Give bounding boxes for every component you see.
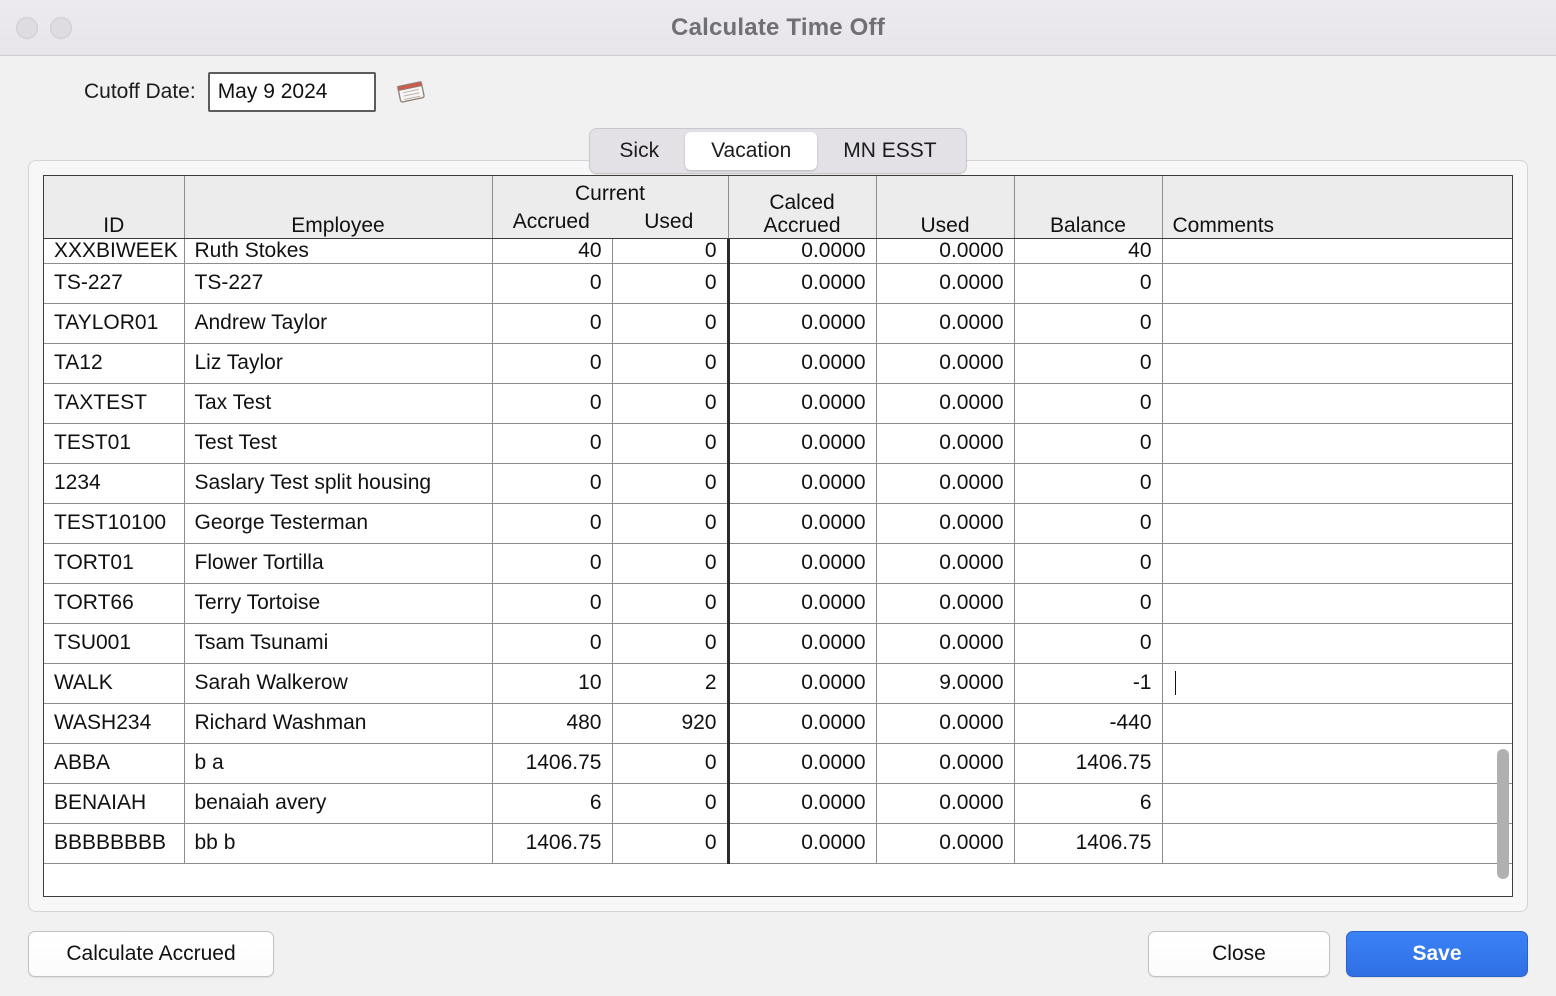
cell-current-used[interactable]: 0 [612, 383, 728, 423]
table-row[interactable] [44, 623, 1512, 663]
close-button[interactable]: Close [1148, 931, 1330, 977]
cell-employee[interactable]: Sarah Walkerow [184, 663, 492, 703]
time-off-panel [28, 160, 1528, 912]
cell-calced-accrued[interactable]: 0.0000 [728, 503, 876, 543]
cell-comments[interactable] [1162, 463, 1512, 503]
cell-used[interactable]: 0.0000 [876, 623, 1014, 663]
cell-used[interactable]: 9.0000 [876, 663, 1014, 703]
cell-used[interactable]: 0.0000 [876, 783, 1014, 823]
cell-current-used[interactable]: 0 [612, 743, 728, 783]
cell-current-used[interactable]: 0 [612, 583, 728, 623]
table-body-scroll-area[interactable] [44, 239, 1512, 897]
table-row[interactable] [44, 703, 1512, 743]
cell-current-accrued[interactable]: 0 [492, 463, 612, 503]
cell-balance[interactable]: 0 [1014, 583, 1162, 623]
cell-comments[interactable] [1162, 583, 1512, 623]
cell-used[interactable]: 0.0000 [876, 823, 1014, 863]
cell-employee[interactable]: Tax Test [184, 383, 492, 423]
cell-comments[interactable] [1162, 383, 1512, 423]
cell-current-accrued[interactable]: 40 [492, 239, 612, 264]
cell-employee[interactable]: Ruth Stokes [184, 239, 492, 264]
table-vertical-scrollbar[interactable] [1497, 240, 1509, 892]
cutoff-date-input[interactable]: May 9 2024 [208, 72, 376, 112]
cell-id[interactable]: ABBA [44, 743, 184, 783]
cell-employee[interactable]: Flower Tortilla [184, 543, 492, 583]
cell-used[interactable]: 0.0000 [876, 423, 1014, 463]
table-row[interactable] [44, 503, 1512, 543]
time-off-table [43, 175, 1513, 897]
cell-balance[interactable]: 0 [1014, 543, 1162, 583]
cell-used[interactable]: 0.0000 [876, 263, 1014, 303]
cell-balance[interactable]: 1406.75 [1014, 743, 1162, 783]
tab-vacation[interactable]: Vacation [685, 132, 817, 170]
cell-calced-accrued[interactable]: 0.0000 [728, 583, 876, 623]
cell-current-accrued[interactable]: 0 [492, 303, 612, 343]
cell-used[interactable]: 0.0000 [876, 463, 1014, 503]
table-header-row [44, 176, 1512, 238]
tab-sick[interactable]: Sick [619, 139, 660, 162]
cell-used[interactable]: 0.0000 [876, 239, 1014, 264]
column-header-current: Current [574, 182, 646, 205]
cell-calced-accrued[interactable]: 0.0000 [728, 623, 876, 663]
cell-balance[interactable]: 0 [1014, 503, 1162, 543]
cell-calced-accrued[interactable]: 0.0000 [728, 343, 876, 383]
cell-calced-accrued[interactable]: 0.0000 [728, 823, 876, 863]
tab-group [589, 128, 966, 174]
cell-balance[interactable]: 40 [1014, 239, 1162, 264]
scrollbar-thumb[interactable] [1497, 749, 1509, 879]
cell-used[interactable]: 0.0000 [876, 583, 1014, 623]
cell-current-accrued[interactable]: 0 [492, 263, 612, 303]
cell-used[interactable]: 0.0000 [876, 743, 1014, 783]
cell-employee[interactable]: Andrew Taylor [184, 303, 492, 343]
cell-balance[interactable]: 6 [1014, 783, 1162, 823]
table-row[interactable] [44, 543, 1512, 583]
cell-employee[interactable]: TS-227 [184, 263, 492, 303]
cell-current-accrued[interactable]: 0 [492, 423, 612, 463]
cell-id[interactable]: TEST01 [44, 423, 184, 463]
cell-current-accrued[interactable]: 0 [492, 583, 612, 623]
cell-current-used[interactable]: 0 [612, 543, 728, 583]
cell-employee[interactable]: Terry Tortoise [184, 583, 492, 623]
column-header-current-used[interactable]: Used [644, 209, 694, 233]
tab-mn-esst[interactable]: MN ESST [843, 139, 937, 162]
cell-id[interactable]: 1234 [44, 463, 184, 503]
cell-used[interactable]: 0.0000 [876, 703, 1014, 743]
column-header-comments[interactable]: Comments [1162, 176, 1512, 238]
cell-comments[interactable] [1162, 303, 1512, 343]
cell-id[interactable]: TORT66 [44, 583, 184, 623]
cell-balance[interactable]: -440 [1014, 703, 1162, 743]
footer-bar [0, 912, 1556, 996]
cell-current-accrued[interactable]: 0 [492, 623, 612, 663]
cell-current-accrued[interactable]: 0 [492, 343, 612, 383]
cell-balance[interactable]: 0 [1014, 623, 1162, 663]
cell-balance[interactable]: 0 [1014, 343, 1162, 383]
cell-employee[interactable]: Liz Taylor [184, 343, 492, 383]
cell-calced-accrued[interactable]: 0.0000 [728, 463, 876, 503]
cell-current-accrued[interactable]: 0 [492, 383, 612, 423]
table-row[interactable] [44, 343, 1512, 383]
cell-id[interactable]: XXXBIWEEK [44, 239, 184, 264]
cell-comments[interactable] [1162, 543, 1512, 583]
cell-id[interactable]: TS-227 [44, 263, 184, 303]
cell-comments[interactable] [1162, 263, 1512, 303]
cell-balance[interactable]: -1 [1014, 663, 1162, 703]
cell-current-accrued[interactable]: 1406.75 [492, 743, 612, 783]
cell-id[interactable]: TAYLOR01 [44, 303, 184, 343]
table-row[interactable] [44, 303, 1512, 343]
cell-comments[interactable] [1162, 663, 1512, 703]
cell-employee[interactable]: Tsam Tsunami [184, 623, 492, 663]
cell-balance[interactable]: 1406.75 [1014, 823, 1162, 863]
footer-actions [1148, 931, 1528, 977]
cell-current-used[interactable]: 0 [612, 503, 728, 543]
calculate-accrued-button[interactable]: Calculate Accrued [28, 931, 274, 977]
table-row[interactable] [44, 383, 1512, 423]
table-row[interactable] [44, 743, 1512, 783]
cell-employee[interactable]: Richard Washman [184, 703, 492, 743]
cell-id[interactable]: BBBBBBBB [44, 823, 184, 863]
column-header-current-accrued[interactable]: Accrued [512, 209, 590, 233]
table-row[interactable] [44, 463, 1512, 503]
cell-calced-accrued[interactable]: 0.0000 [728, 543, 876, 583]
cell-comments[interactable] [1162, 703, 1512, 743]
time-off-table-head [44, 176, 1512, 239]
cell-current-accrued[interactable]: 0 [492, 543, 612, 583]
text-cursor [1175, 671, 1176, 695]
cell-current-accrued[interactable]: 10 [492, 663, 612, 703]
cell-id[interactable]: WALK [44, 663, 184, 703]
cell-current-accrued[interactable]: 480 [492, 703, 612, 743]
cell-comments[interactable] [1162, 239, 1512, 264]
cell-id[interactable]: TEST10100 [44, 503, 184, 543]
table-row[interactable] [44, 583, 1512, 623]
calendar-icon[interactable] [396, 77, 426, 107]
cutoff-date-label: Cutoff Date: [84, 80, 196, 103]
column-header-used[interactable]: Used [876, 176, 1014, 238]
cell-used[interactable]: 0.0000 [876, 343, 1014, 383]
cell-current-used[interactable]: 0 [612, 239, 728, 264]
cell-calced-accrued[interactable]: 0.0000 [728, 783, 876, 823]
column-header-balance[interactable]: Balance [1014, 176, 1162, 238]
cell-balance[interactable]: 0 [1014, 423, 1162, 463]
cell-used[interactable]: 0.0000 [876, 383, 1014, 423]
cell-balance[interactable]: 0 [1014, 263, 1162, 303]
cell-calced-accrued[interactable]: 0.0000 [728, 663, 876, 703]
cell-current-used[interactable]: 0 [612, 423, 728, 463]
cell-used[interactable]: 0.0000 [876, 543, 1014, 583]
cell-employee[interactable]: George Testerman [184, 503, 492, 543]
cell-employee[interactable]: b a [184, 743, 492, 783]
time-off-table-body [44, 239, 1512, 864]
cell-current-used[interactable]: 0 [612, 463, 728, 503]
column-header-id[interactable]: ID [44, 176, 184, 238]
table-row[interactable] [44, 239, 1512, 264]
cell-calced-accrued[interactable]: 0.0000 [728, 703, 876, 743]
cell-calced-accrued[interactable]: 0.0000 [728, 423, 876, 463]
cell-current-used[interactable]: 0 [612, 783, 728, 823]
table-row[interactable] [44, 823, 1512, 863]
table-row[interactable] [44, 663, 1512, 703]
cell-comments[interactable] [1162, 343, 1512, 383]
cell-employee[interactable]: Saslary Test split housing [184, 463, 492, 503]
cell-id[interactable]: TORT01 [44, 543, 184, 583]
save-button[interactable]: Save [1346, 931, 1528, 977]
cell-comments[interactable] [1162, 783, 1512, 823]
cell-current-used[interactable]: 0 [612, 263, 728, 303]
cell-current-used[interactable]: 0 [612, 303, 728, 343]
cell-calced-accrued[interactable]: 0.0000 [728, 303, 876, 343]
cell-current-accrued[interactable]: 1406.75 [492, 823, 612, 863]
cell-id[interactable]: TA12 [44, 343, 184, 383]
cell-current-used[interactable]: 0 [612, 823, 728, 863]
cell-current-used[interactable]: 2 [612, 663, 728, 703]
cell-current-used[interactable]: 920 [612, 703, 728, 743]
cell-comments[interactable] [1162, 623, 1512, 663]
cell-id[interactable]: TSU001 [44, 623, 184, 663]
cell-balance[interactable]: 0 [1014, 303, 1162, 343]
cell-current-accrued[interactable]: 6 [492, 783, 612, 823]
cell-calced-accrued[interactable]: 0.0000 [728, 383, 876, 423]
calced-accrued-line2: Accrued [763, 214, 841, 238]
cell-comments[interactable] [1162, 743, 1512, 783]
cell-comments[interactable] [1162, 823, 1512, 863]
cell-used[interactable]: 0.0000 [876, 503, 1014, 543]
cell-calced-accrued[interactable]: 0.0000 [728, 743, 876, 783]
cell-comments[interactable] [1162, 423, 1512, 463]
cell-calced-accrued[interactable]: 0.0000 [728, 263, 876, 303]
cell-current-accrued[interactable]: 0 [492, 503, 612, 543]
cell-employee[interactable]: benaiah avery [184, 783, 492, 823]
table-row[interactable] [44, 783, 1512, 823]
cell-id[interactable]: TAXTEST [44, 383, 184, 423]
cutoff-date-row [0, 56, 1556, 122]
cell-employee[interactable]: bb b [184, 823, 492, 863]
cell-used[interactable]: 0.0000 [876, 303, 1014, 343]
cell-id[interactable]: WASH234 [44, 703, 184, 743]
column-header-current-group [492, 176, 728, 238]
column-header-employee[interactable]: Employee [184, 176, 492, 238]
cell-id[interactable]: BENAIAH [44, 783, 184, 823]
title-bar [0, 0, 1556, 56]
tab-bar [0, 128, 1556, 174]
cell-current-used[interactable]: 0 [612, 623, 728, 663]
cell-employee[interactable]: Test Test [184, 423, 492, 463]
cell-balance[interactable]: 0 [1014, 383, 1162, 423]
calced-accrued-line1: Calced [769, 191, 835, 215]
cell-calced-accrued[interactable]: 0.0000 [728, 239, 876, 264]
cell-current-used[interactable]: 0 [612, 343, 728, 383]
table-row[interactable] [44, 263, 1512, 303]
column-header-calced-accrued[interactable] [728, 176, 876, 238]
cell-balance[interactable]: 0 [1014, 463, 1162, 503]
cell-comments[interactable] [1162, 503, 1512, 543]
page-title: Calculate Time Off [671, 13, 885, 41]
table-row[interactable] [44, 423, 1512, 463]
